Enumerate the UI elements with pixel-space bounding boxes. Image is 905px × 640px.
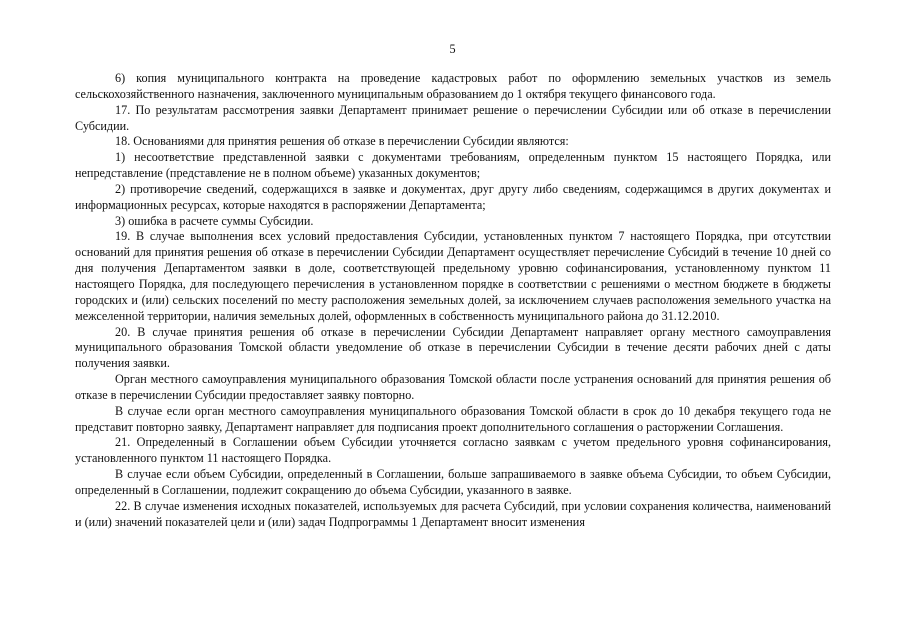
- document-body: [75, 71, 831, 530]
- paragraph-18-item-2: 2) противоречие сведений, содержащихся в заявке и документах, друг другу либо сведениям, содержащимся в других документах и информационных ресурсах, которые находятся в распоряжении Департамента;: [75, 181, 831, 212]
- paragraph-20-termination: В случае если орган местного самоуправления муниципального образования Томской области в срок до 10 декабря текущего года не представит повторно заявку, Департамент направляет для подписания проект дополнительного соглашения о расторжении Соглашения.: [75, 403, 831, 434]
- paragraph-21: 21. Определенный в Соглашении объем Субсидии уточняется согласно заявкам с учетом предельного уровня софинансирования, установленного пунктом 11 настоящего Порядка.: [75, 435, 831, 466]
- paragraph-20: 20. В случае принятия решения об отказе в перечислении Субсидии Департамент направляет органу местного самоуправления муниципального образования Томской области уведомление об отказе в перечислении Субсидии в течение десяти рабочих дней с даты получения заявки.: [75, 324, 831, 371]
- paragraph-21-reduction: В случае если объем Субсидии, определенный в Соглашении, больше запрашиваемого в заявке объема Субсидии, то объем Субсидии, определенный в Соглашении, подлежит сокращению до объема Субсидии, указанного в заявке.: [75, 467, 831, 497]
- paragraph-19: 19. В случае выполнения всех условий предоставления Субсидии, установленных пунктом 7 настоящего Порядка, при отсутствии оснований для принятия решения об отказе в перечислении Субсидии Департамент осуществляет перечисление Субсидий в течение 10 дней со дня получения Департаментом заявки в доле, соответствующей предельному уровню софинансирования, установленному пунктом 11 настоящего Порядка, для последующего перечисления в установленном порядке в соответствии с решениями о местном бюджете в бюджеты городских и (или) сельских поселений по месту расположения земельных долей, за исключением случаев расположения земельного участка на межселенной территории, наличия земельных долей, оформленных в собственность муниципального района до 31.12.2010.: [75, 229, 831, 323]
- paragraph-20-resubmission: Орган местного самоуправления муниципального образования Томской области после устранения оснований для принятия решения об отказе в перечислении Субсидии предоставляет заявку повторно.: [75, 372, 831, 402]
- paragraph-22: 22. В случае изменения исходных показателей, используемых для расчета Субсидий, при условии сохранения количества, наименований и (или) значений показателей цели и (или) задач Подпрограммы 1 Департамент вносит изменения: [75, 498, 831, 529]
- page-number: 5: [449, 42, 456, 56]
- paragraph-17: 17. По результатам рассмотрения заявки Департамент принимает решение о перечислении Субсидии или об отказе в перечислении Субсидии.: [75, 102, 831, 133]
- paragraph-18: 18. Основаниями для принятия решения об отказе в перечислении Субсидии являются:: [115, 134, 569, 149]
- paragraph-18-item-3: 3) ошибка в расчете суммы Субсидии.: [115, 213, 314, 228]
- paragraph-item-6: 6) копия муниципального контракта на проведение кадастровых работ по оформлению земельных участков из земель сельскохозяйственного назначения, заключенного муниципальным образованием до 1 октября текущего финансового года.: [75, 71, 831, 101]
- paragraph-18-item-1: 1) несоответствие представленной заявки с документами требованиям, определенным пунктом 15 настоящего Порядка, или непредставление (представление не в полном объеме) указанных документов;: [75, 150, 831, 181]
